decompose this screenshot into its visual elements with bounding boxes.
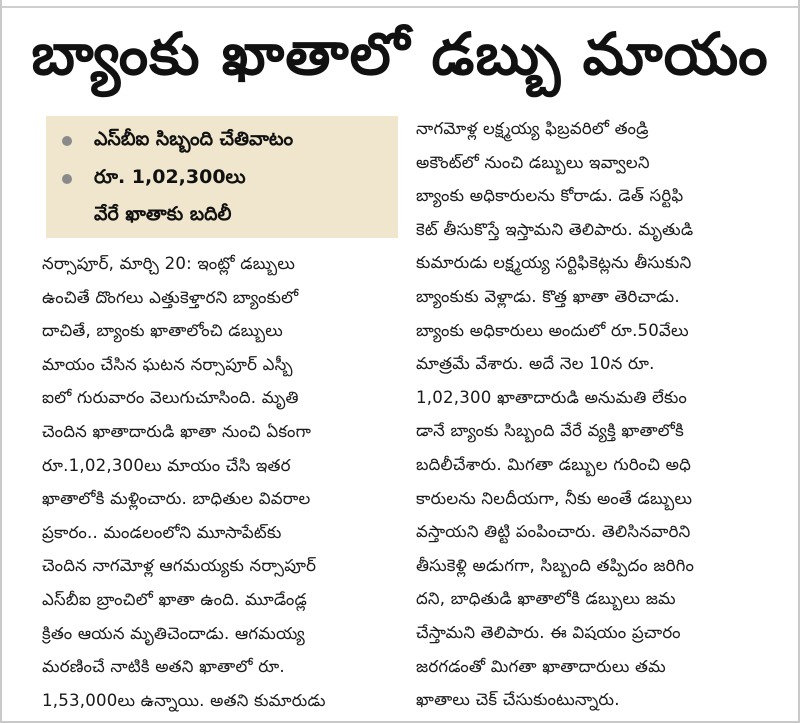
highlight-text: రూ. 1,02,300లు — [94, 165, 246, 188]
article-line: రూ.1,02,300లు మాయం చేసి ఇతర — [42, 455, 291, 475]
article-line: కుమారుడు లక్ష్మయ్య సర్టిఫికెట్లను తీసుకుని — [416, 253, 692, 273]
headline: బ్యాంకు ఖాతాలో డబ్బు మాయం — [31, 19, 769, 88]
article-column-left — [42, 247, 402, 717]
article-line: క్రితం ఆయన మృతిచెందాడు. ఆగమయ్య — [42, 623, 305, 643]
article-line: ఎస్‌బీఐ బ్రాంచిలో ఖాతా ఉంది. మూడేండ్ల — [42, 589, 308, 609]
article-line: వస్తాయని తిట్టి పంపించారు. తెలిసినవారిని — [416, 522, 691, 542]
article-line: మాయం చేసిన ఘటన నర్సాపూర్ ఎస్బీ — [42, 354, 293, 374]
bullet-icon — [62, 136, 72, 146]
article-line: 1,53,000లు ఉన్నాయి. అతని కుమారుడు — [42, 690, 326, 710]
article-line: ఉంచితే దొంగలు ఎత్తుకెళ్తారని బ్యాంకులో — [42, 287, 299, 307]
article-line: దాచితే, బ్యాంకు ఖాతాలోంచి డబ్బులు — [42, 321, 283, 341]
article-line: 1,02,300 ఖాతాదారుడి అనుమతి లేకుం — [416, 387, 688, 407]
bullet-icon — [62, 174, 72, 184]
article-line: ఖాతాలు చెక్ చేసుకుంటున్నారు. — [416, 690, 620, 710]
highlights-box — [46, 116, 398, 238]
article-line: చేస్తామని తెలిపారు. ఈ విషయం ప్రచారం — [416, 622, 681, 642]
highlight-text: వేరే ఖాతాకు బదిలీ — [94, 202, 232, 225]
article-line: చెందిన ఖాతాదారుడి ఖాతా నుంచి ఏకంగా — [42, 421, 312, 441]
article-line: తీసుకెళ్లి అడుగగా, సిబ్బంది తప్పిదం జరిగిం — [416, 555, 695, 575]
article-line: దని, బాధితుడి ఖాతాలోకి డబ్బులు జమ — [416, 589, 676, 609]
article-column-right — [416, 112, 788, 717]
article-line: అకౌంట్‌లో నుంచి డబ్బులు ఇవ్వాలని — [416, 152, 650, 172]
article-line: బ్యాంకుకు వెళ్లాడు. కొత్త ఖాతా తెరిచాడు. — [416, 286, 680, 306]
article-line: మరణించే నాటికి అతని ఖాతాలో రూ. — [42, 657, 285, 677]
article-line: మాత్రమే వేశారు. అదే నెల 10న రూ. — [416, 354, 655, 374]
article-line: బ్యాంకు అధికారులు అందులో రూ.50వేలు — [416, 320, 689, 340]
article-line: ఖాతాలోకి మళ్లించారు. బాధితుల వివరాల — [42, 489, 311, 509]
article-line: ఐలో గురువారం వెలుగుచూసింది. మృతి — [42, 388, 299, 408]
article-line: చెందిన నాగమోళ్ల ఆగమయ్యకు నర్సాపూర్ — [42, 556, 317, 576]
highlight-text: ఎస్‌బీఐ సిబ్బంది చేతివాటం — [94, 127, 294, 150]
article-line: బ్యాంకు అధికారులను కోరాడు. డెత్ సర్టిఫి — [416, 186, 684, 206]
highlight-item — [46, 162, 246, 196]
article-line: కారులను నిలదీయగా, నీకు అంతే డబ్బులు — [416, 488, 693, 508]
article-line: కెట్ తీసుకొస్తే ఇస్తామని తెలిపారు. మృతుడి — [416, 219, 694, 239]
article-line: ప్రకారం.. మండలంలోని మూసాపేట్‌కు — [42, 522, 282, 542]
article-line: జరగడంతో మిగతా ఖాతాదారులు తమ — [416, 656, 666, 676]
highlight-item — [46, 124, 293, 158]
article-line: నాగమోళ్ల లక్ష్మయ్య ఫిబ్రవరిలో తండ్రి — [416, 119, 649, 138]
article-line: నర్సాపూర్, మార్చి 20: ఇంట్లో డబ్బులు — [42, 254, 296, 273]
highlight-item-continuation — [46, 200, 231, 232]
top-divider — [2, 6, 798, 8]
article-line: బదిలీచేశారు. మిగతా డబ్బుల గురించి అధి — [416, 454, 692, 474]
article-line: డానే బ్యాంకు సిబ్బంది వేరే వ్యక్తి ఖాతాలోకి — [416, 421, 685, 441]
